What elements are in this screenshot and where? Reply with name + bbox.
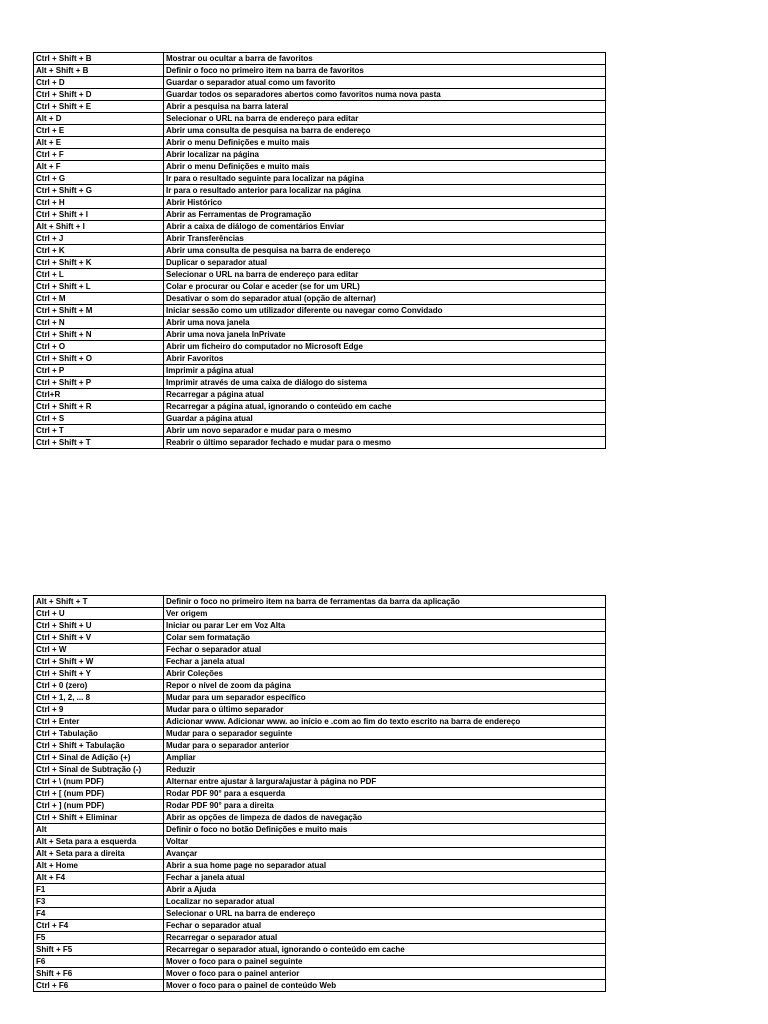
shortcut-key-cell: Ctrl + Shift + U [34, 620, 164, 632]
table-row [34, 281, 606, 293]
shortcut-description-cell: Mostrar ou ocultar a barra de favoritos [164, 53, 606, 65]
shortcut-description-cell: Abrir uma nova janela [164, 317, 606, 329]
table-row [34, 692, 606, 704]
table-row [34, 149, 606, 161]
shortcut-description-cell: Abrir o menu Definições e muito mais [164, 137, 606, 149]
shortcut-key-cell: F5 [34, 932, 164, 944]
shortcut-key-cell: Ctrl + G [34, 173, 164, 185]
table-row [34, 788, 606, 800]
shortcut-description-cell: Fechar o separador atual [164, 920, 606, 932]
table-row [34, 596, 606, 608]
shortcut-description-cell: Abrir um ficheiro do computador no Microsoft Edge [164, 341, 606, 353]
shortcut-key-cell: Ctrl + Shift + L [34, 281, 164, 293]
shortcut-key-cell: Alt + D [34, 113, 164, 125]
shortcut-key-cell: Ctrl + T [34, 425, 164, 437]
shortcut-key-cell: Ctrl + F4 [34, 920, 164, 932]
shortcut-key-cell: Ctrl + Sinal de Adição (+) [34, 752, 164, 764]
shortcut-description-cell: Alternar entre ajustar à largura/ajustar à página no PDF [164, 776, 606, 788]
table-row [34, 425, 606, 437]
shortcut-key-cell: Ctrl + W [34, 644, 164, 656]
table-row [34, 824, 606, 836]
table-row [34, 812, 606, 824]
table-row [34, 317, 606, 329]
shortcut-key-cell: Ctrl + L [34, 269, 164, 281]
shortcut-description-cell: Mover o foco para o painel de conteúdo Web [164, 980, 606, 992]
shortcut-description-cell: Colar e procurar ou Colar e aceder (se for um URL) [164, 281, 606, 293]
shortcut-key-cell: Ctrl + Shift + Eliminar [34, 812, 164, 824]
shortcut-description-cell: Abrir Histórico [164, 197, 606, 209]
table-row [34, 101, 606, 113]
shortcut-key-cell: Ctrl + O [34, 341, 164, 353]
shortcut-key-cell: Alt + Shift + B [34, 65, 164, 77]
table-row [34, 704, 606, 716]
shortcut-description-cell: Definir o foco no primeiro item na barra de favoritos [164, 65, 606, 77]
shortcut-description-cell: Guardar a página atual [164, 413, 606, 425]
shortcut-key-cell: F3 [34, 896, 164, 908]
shortcut-key-cell: Ctrl + Shift + K [34, 257, 164, 269]
table-row [34, 656, 606, 668]
table-row [34, 89, 606, 101]
shortcut-key-cell: Ctrl + U [34, 608, 164, 620]
table-row [34, 341, 606, 353]
table-row [34, 932, 606, 944]
shortcut-description-cell: Recarregar o separador atual [164, 932, 606, 944]
shortcut-description-cell: Avançar [164, 848, 606, 860]
shortcut-key-cell: Ctrl + Tabulação [34, 728, 164, 740]
shortcut-key-cell: F1 [34, 884, 164, 896]
table-row [34, 257, 606, 269]
shortcut-key-cell: Alt + Seta para a esquerda [34, 836, 164, 848]
table-row [34, 740, 606, 752]
shortcut-description-cell: Mudar para o último separador [164, 704, 606, 716]
shortcut-key-cell: Ctrl + Shift + G [34, 185, 164, 197]
table-row [34, 968, 606, 980]
shortcut-key-cell: Ctrl + Shift + M [34, 305, 164, 317]
shortcut-key-cell: Ctrl + Shift + O [34, 353, 164, 365]
shortcut-key-cell: Ctrl + Shift + N [34, 329, 164, 341]
shortcut-description-cell: Mudar para um separador específico [164, 692, 606, 704]
table-row [34, 365, 606, 377]
shortcut-description-cell: Selecionar o URL na barra de endereço para editar [164, 113, 606, 125]
table-row [34, 53, 606, 65]
shortcut-description-cell: Selecionar o URL na barra de endereço para editar [164, 269, 606, 281]
table-row [34, 329, 606, 341]
shortcut-description-cell: Iniciar ou parar Ler em Voz Alta [164, 620, 606, 632]
table-row [34, 437, 606, 449]
shortcut-key-cell: Alt + Shift + I [34, 221, 164, 233]
table-row [34, 716, 606, 728]
table-row [34, 377, 606, 389]
shortcut-key-cell: Alt + Seta para a direita [34, 848, 164, 860]
table-row [34, 293, 606, 305]
table-row [34, 668, 606, 680]
shortcut-description-cell: Abrir a pesquisa na barra lateral [164, 101, 606, 113]
shortcut-description-cell: Repor o nível de zoom da página [164, 680, 606, 692]
table-row [34, 920, 606, 932]
table-row [34, 632, 606, 644]
shortcut-key-cell: Ctrl + Shift + Y [34, 668, 164, 680]
shortcut-key-cell: Ctrl + Sinal de Subtração (-) [34, 764, 164, 776]
shortcut-key-cell: Ctrl + J [34, 233, 164, 245]
table-row [34, 848, 606, 860]
table-row [34, 884, 606, 896]
shortcut-description-cell: Abrir Transferências [164, 233, 606, 245]
shortcut-description-cell: Abrir Coleções [164, 668, 606, 680]
shortcut-key-cell: Alt + F [34, 161, 164, 173]
table-row [34, 644, 606, 656]
shortcut-description-cell: Abrir um novo separador e mudar para o mesmo [164, 425, 606, 437]
shortcut-key-cell: Ctrl + F6 [34, 980, 164, 992]
shortcut-description-cell: Abrir a caixa de diálogo de comentários Enviar [164, 221, 606, 233]
table-row [34, 836, 606, 848]
shortcut-key-cell: Ctrl + 0 (zero) [34, 680, 164, 692]
shortcut-description-cell: Localizar no separador atual [164, 896, 606, 908]
table-row [34, 245, 606, 257]
shortcut-key-cell: Ctrl + [ (num PDF) [34, 788, 164, 800]
shortcut-description-cell: Abrir as Ferramentas de Programação [164, 209, 606, 221]
shortcut-key-cell: Ctrl + ] (num PDF) [34, 800, 164, 812]
shortcut-key-cell: Alt + Home [34, 860, 164, 872]
shortcut-description-cell: Rodar PDF 90° para a esquerda [164, 788, 606, 800]
shortcut-description-cell: Selecionar o URL na barra de endereço [164, 908, 606, 920]
shortcut-key-cell: Alt + F4 [34, 872, 164, 884]
shortcut-description-cell: Mudar para o separador seguinte [164, 728, 606, 740]
shortcut-key-cell: Ctrl + Shift + P [34, 377, 164, 389]
shortcuts-table-1 [33, 52, 606, 449]
shortcuts-table-2 [33, 595, 606, 992]
table-row [34, 221, 606, 233]
table-row [34, 353, 606, 365]
table-row [34, 980, 606, 992]
shortcut-key-cell: Ctrl + Shift + Tabulação [34, 740, 164, 752]
table-row [34, 872, 606, 884]
table-row [34, 185, 606, 197]
table-row [34, 389, 606, 401]
shortcut-description-cell: Recarregar o separador atual, ignorando o conteúdo em cache [164, 944, 606, 956]
shortcut-key-cell: Ctrl + Shift + V [34, 632, 164, 644]
shortcut-description-cell: Abrir as opções de limpeza de dados de navegação [164, 812, 606, 824]
shortcut-description-cell: Abrir o menu Definições e muito mais [164, 161, 606, 173]
table-row [34, 728, 606, 740]
shortcut-description-cell: Mover o foco para o painel seguinte [164, 956, 606, 968]
shortcut-description-cell: Ir para o resultado seguinte para localizar na página [164, 173, 606, 185]
table-row [34, 956, 606, 968]
shortcut-description-cell: Definir o foco no primeiro item na barra de ferramentas da barra da aplicação [164, 596, 606, 608]
shortcut-key-cell: Alt + E [34, 137, 164, 149]
shortcut-description-cell: Rodar PDF 90° para a direita [164, 800, 606, 812]
shortcut-key-cell: Ctrl + Shift + R [34, 401, 164, 413]
table-row [34, 860, 606, 872]
shortcut-description-cell: Abrir a sua home page no separador atual [164, 860, 606, 872]
shortcut-description-cell: Abrir a Ajuda [164, 884, 606, 896]
table-row [34, 752, 606, 764]
shortcut-description-cell: Imprimir a página atual [164, 365, 606, 377]
shortcut-key-cell: Ctrl + Enter [34, 716, 164, 728]
shortcut-key-cell: Ctrl + Shift + I [34, 209, 164, 221]
shortcut-description-cell: Fechar o separador atual [164, 644, 606, 656]
table-row [34, 413, 606, 425]
shortcut-key-cell: Ctrl + F [34, 149, 164, 161]
table-row [34, 209, 606, 221]
shortcut-key-cell: Ctrl + 9 [34, 704, 164, 716]
shortcut-key-cell: Ctrl + H [34, 197, 164, 209]
shortcut-description-cell: Recarregar a página atual [164, 389, 606, 401]
shortcut-key-cell: Ctrl + P [34, 365, 164, 377]
shortcut-description-cell: Guardar todos os separadores abertos como favoritos numa nova pasta [164, 89, 606, 101]
shortcut-description-cell: Reabrir o último separador fechado e mudar para o mesmo [164, 437, 606, 449]
shortcut-description-cell: Mudar para o separador anterior [164, 740, 606, 752]
shortcut-key-cell: Ctrl + Shift + E [34, 101, 164, 113]
shortcut-key-cell: Ctrl + K [34, 245, 164, 257]
table-row [34, 896, 606, 908]
shortcut-description-cell: Abrir uma consulta de pesquisa na barra de endereço [164, 245, 606, 257]
shortcut-key-cell: Ctrl + D [34, 77, 164, 89]
shortcut-key-cell: Ctrl + Shift + D [34, 89, 164, 101]
shortcut-description-cell: Voltar [164, 836, 606, 848]
table-row [34, 800, 606, 812]
shortcut-key-cell: Ctrl + E [34, 125, 164, 137]
shortcut-description-cell: Mover o foco para o painel anterior [164, 968, 606, 980]
table-row [34, 908, 606, 920]
table-row [34, 125, 606, 137]
shortcut-description-cell: Imprimir através de uma caixa de diálogo do sistema [164, 377, 606, 389]
shortcut-key-cell: Alt [34, 824, 164, 836]
shortcut-description-cell: Definir o foco no botão Definições e muito mais [164, 824, 606, 836]
shortcut-description-cell: Iniciar sessão como um utilizador diferente ou navegar como Convidado [164, 305, 606, 317]
shortcut-description-cell: Abrir Favoritos [164, 353, 606, 365]
table-row [34, 65, 606, 77]
shortcut-key-cell: Ctrl + Shift + T [34, 437, 164, 449]
shortcut-description-cell: Guardar o separador atual como um favorito [164, 77, 606, 89]
shortcut-description-cell: Ampliar [164, 752, 606, 764]
shortcut-key-cell: F6 [34, 956, 164, 968]
table-row [34, 137, 606, 149]
shortcut-key-cell: Ctrl+R [34, 389, 164, 401]
shortcut-description-cell: Fechar a janela atual [164, 872, 606, 884]
table-row [34, 77, 606, 89]
shortcut-description-cell: Adicionar www. Adicionar www. ao início e .com ao fim do texto escrito na barra de endereço [164, 716, 606, 728]
table-row [34, 269, 606, 281]
shortcut-description-cell: Ver origem [164, 608, 606, 620]
table-row [34, 776, 606, 788]
shortcut-description-cell: Colar sem formatação [164, 632, 606, 644]
table-row [34, 944, 606, 956]
shortcut-key-cell: Alt + Shift + T [34, 596, 164, 608]
shortcut-key-cell: Ctrl + N [34, 317, 164, 329]
shortcut-description-cell: Reduzir [164, 764, 606, 776]
shortcut-description-cell: Duplicar o separador atual [164, 257, 606, 269]
table-row [34, 173, 606, 185]
shortcut-key-cell: Ctrl + M [34, 293, 164, 305]
shortcut-description-cell: Fechar a janela atual [164, 656, 606, 668]
table-row [34, 197, 606, 209]
table-row [34, 113, 606, 125]
shortcut-key-cell: Shift + F6 [34, 968, 164, 980]
shortcut-description-cell: Recarregar a página atual, ignorando o conteúdo em cache [164, 401, 606, 413]
shortcut-key-cell: Shift + F5 [34, 944, 164, 956]
table-row [34, 401, 606, 413]
shortcut-description-cell: Abrir localizar na página [164, 149, 606, 161]
shortcut-description-cell: Abrir uma nova janela InPrivate [164, 329, 606, 341]
shortcut-description-cell: Ir para o resultado anterior para localizar na página [164, 185, 606, 197]
table-row [34, 608, 606, 620]
table-row [34, 680, 606, 692]
table-row [34, 305, 606, 317]
shortcut-description-cell: Desativar o som do separador atual (opção de alternar) [164, 293, 606, 305]
shortcut-key-cell: Ctrl + Shift + B [34, 53, 164, 65]
shortcut-key-cell: Ctrl + 1, 2, ... 8 [34, 692, 164, 704]
table-row [34, 620, 606, 632]
shortcut-key-cell: Ctrl + \ (num PDF) [34, 776, 164, 788]
shortcut-description-cell: Abrir uma consulta de pesquisa na barra de endereço [164, 125, 606, 137]
shortcut-key-cell: Ctrl + Shift + W [34, 656, 164, 668]
table-row [34, 764, 606, 776]
table-row [34, 161, 606, 173]
shortcut-key-cell: Ctrl + S [34, 413, 164, 425]
shortcut-key-cell: F4 [34, 908, 164, 920]
table-row [34, 233, 606, 245]
